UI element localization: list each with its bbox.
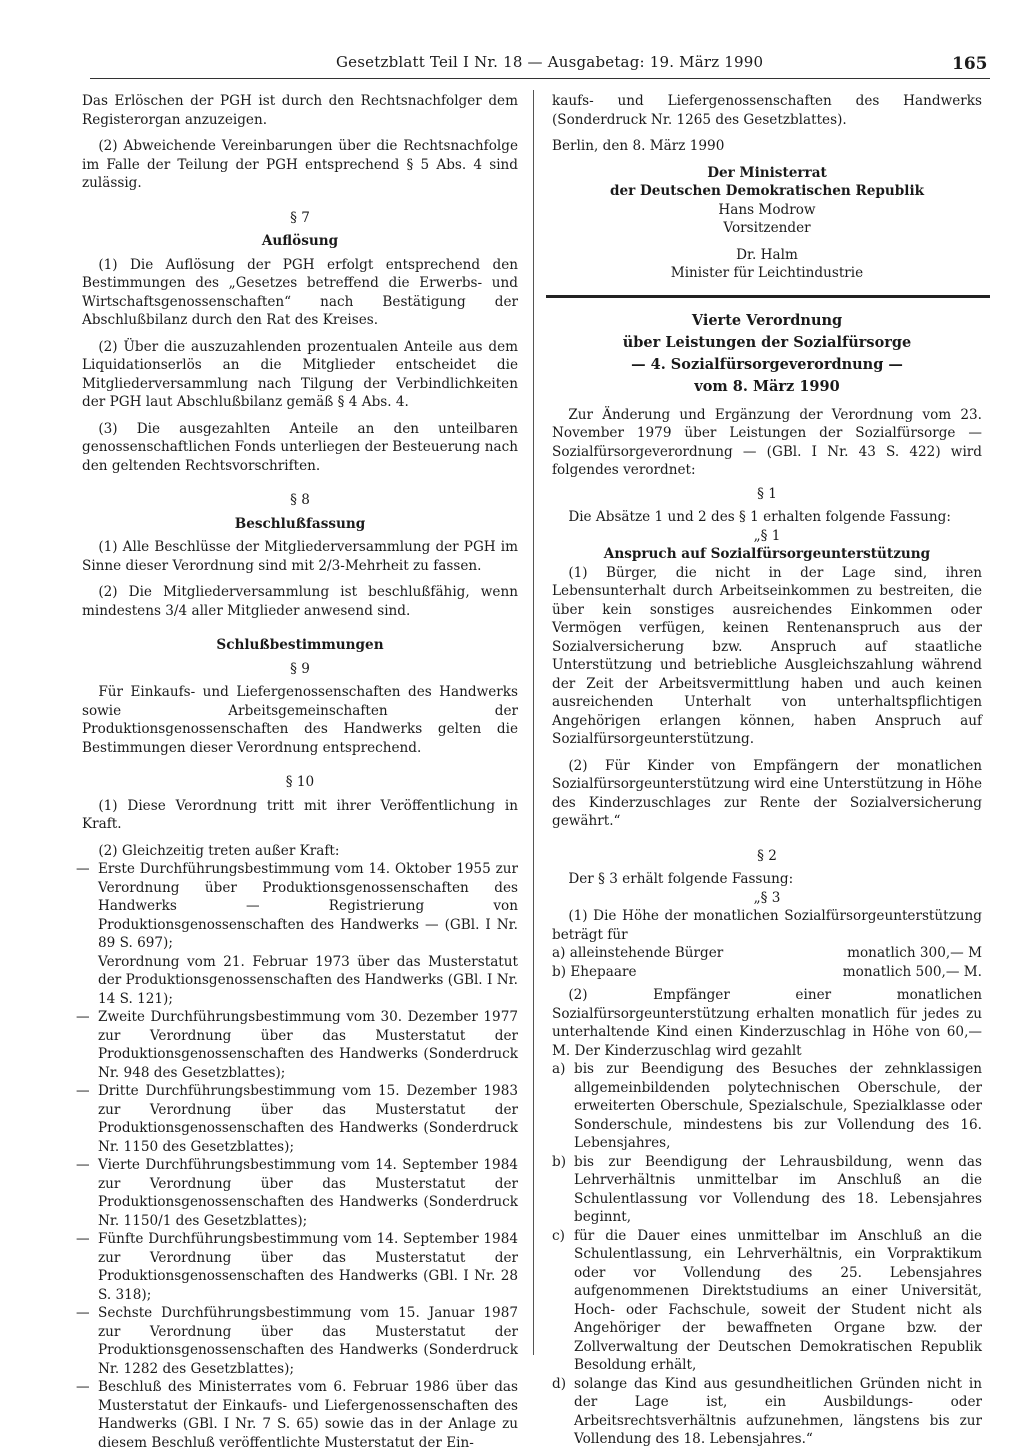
amount-value: monatlich 500,— M. (842, 963, 982, 980)
right-column (552, 92, 982, 1449)
paragraph-abweichend: (2) Abweichende Vereinbarungen über die Rechtsnachfolge im Falle der Teilung der PGH entsprechend § 5 Abs. 4 sind zulässig. (82, 138, 518, 191)
section-7-para-1: (1) Die Auflösung der PGH erfolgt entsprechend den Bestimmungen des „Gesetzes betreffend die Erwerbs- und Wirtschaftsgenossenschaften“ nach Bestätigung der Abschlußbilanz durch den Rat des Kreises. (82, 256, 518, 328)
repeal-item: — Vierte Durchführungsbestimmung vom 14. September 1984 zur Verordnung über das Musterstatut der Produktionsgenossenschaften des Handwerks (Sonderdruck Nr. 1150/1 des Gesetzblattes); (76, 1157, 518, 1229)
signatory-name-1: Hans Modrow (718, 201, 816, 218)
amount-label: b) Ehepaare (552, 963, 637, 980)
list-item: d) solange das Kind aus gesundheitlichen Gründen nicht in der Lage ist, ein Ausbildungs- oder Arbeitsrechtsverhältnis aufzunehmen, längstens bis zur Vollendung des 18. Lebensjahres.“ (552, 1375, 982, 1447)
section-7-number: § 7 (290, 209, 310, 226)
repeal-item: — Sechste Durchführungsbestimmung vom 15. Januar 1987 zur Verordnung über das Musterstatut der Produktionsgenossenschaften des Handwerks (Sonderdruck Nr. 1282 des Gesetzblattes); (76, 1305, 518, 1377)
section-10-para-1: (1) Diese Verordnung tritt mit ihrer Veröffentlichung in Kraft. (82, 797, 518, 832)
paragraph-erloeschen: Das Erlöschen der PGH ist durch den Rechtsnachfolger dem Registerorgan anzuzeigen. (82, 93, 518, 128)
quoted-section-1-number: „§ 1 (753, 527, 781, 544)
signatory-name-2: Dr. Halm (736, 246, 798, 263)
amount-row (552, 963, 982, 982)
section-7-para-3: (3) Die ausgezahlten Anteile an den unteilbaren genossenschaftlichen Fonds unterliegen der Besteuerung nach den geltenden Rechtsvorschriften. (82, 420, 518, 474)
ordinance-date: vom 8. März 1990 (694, 377, 840, 395)
column-divider (533, 90, 534, 1355)
quoted-section-1-title: Anspruch auf Sozialfürsorgeunterstützung (603, 546, 931, 562)
section-9-number: § 9 (290, 660, 310, 677)
place-date: Berlin, den 8. März 1990 (552, 138, 725, 154)
list-item: a) bis zur Beendigung des Besuches der zehnklassigen allgemeinbildenden polytechnischen Oberschule, der erweiterten Oberschule, Spezialschule, Spezialklasse oder Sonderschule, mindestens bis zur Vollendung des 16. Lebensjahres, (552, 1061, 982, 1151)
quoted-section-1-para-2: (2) Für Kinder von Empfängern der monatlichen Sozialfürsorgeunterstützung wird eine Unterstützung in Höhe des Kinderzuschlages zur Rente der Sozialversicherung gewährt.“ (552, 757, 982, 829)
signatory-role-1: Vorsitzender (723, 220, 811, 236)
list-item: b) bis zur Beendigung der Lehrausbildung, wenn das Lehrverhältnis unmittelbar im Anschluß an die Schulentlassung vor Vollendung des 18. Lebensjahres beginnt, (552, 1153, 982, 1225)
section-7-title: Auflösung (261, 233, 339, 249)
left-column (76, 92, 518, 1452)
section-8-title: Beschlußfassung (234, 515, 366, 532)
ordinance-intro: Zur Änderung und Ergänzung der Verordnung vom 23. November 1979 über Leistungen der Sozialfürsorge — Sozialfürsorgeverordnung — (GBl. I Nr. 43 S. 422) wird folgendes verordnet: (552, 406, 982, 478)
section-9-para: Für Einkaufs- und Liefergenossenschaften des Handwerks sowie Arbeitsgemeinschaften der Produktionsgenossenschaften des Handwerks gelten die Bestimmungen dieser Verordnung entsprechend. (82, 684, 518, 756)
paragraph-continuation: kaufs- und Liefergenossenschaften des Handwerks (Sonderdruck Nr. 1265 des Gesetzblattes). (552, 93, 982, 128)
repeal-item: — Zweite Durchführungsbestimmung vom 30. Dezember 1977 zur Verordnung über das Musterstatut der Produktionsgenossenschaften des Handwerks (Sonderdruck Nr. 948 des Gesetzblattes); (76, 1009, 518, 1081)
quoted-section-1-para-1: (1) Bürger, die nicht in der Lage sind, ihren Lebensunterhalt durch Arbeitseinkommen zu bestreiten, die über kein sonstiges ausreichendes Einkommen oder Vermögen verfügen, keinen Rentenanspruch aus der Sozialversicherung bzw. Anspruch auf staatliche Unterstützung und betriebliche Ausgleichszahlung während der Zeit der Arbeitsvermittlung haben und auch keinen ausreichenden Unterhalt von unterhaltspflichtigen Angehörigen erlangen können, haben Anspruch auf Sozialfürsorgeunterstützung. (552, 564, 982, 747)
header-rule (90, 78, 990, 79)
signatory-body-line-2: der Deutschen Demokratischen Republik (609, 183, 925, 199)
signatory-body-line-1: Der Ministerrat (707, 164, 827, 181)
section-8-para-2: (2) Die Mitgliederversammlung ist beschlußfähig, wenn mindestens 3/4 aller Mitglieder anwesend sind. (82, 584, 518, 619)
quoted-section-3-para-1: (1) Die Höhe der monatlichen Sozialfürsorgeunterstützung beträgt für (552, 908, 982, 943)
section-separator-rule (546, 295, 990, 298)
repeal-item: Verordnung vom 21. Februar 1973 über das Musterstatut der Produktionsgenossenschaften des Handwerks (GBl. I Nr. 14 S. 121); (98, 953, 518, 1007)
signatory-role-2: Minister für Leichtindustrie (670, 265, 864, 281)
repeal-item: — Erste Durchführungsbestimmung vom 14. Oktober 1955 zur Verordnung über Produktionsgenossenschaften des Handwerks — Registrierung von Produktionsgenossenschaften des Handwerks — (GBl. I Nr. 89 S. 697); (76, 861, 518, 951)
repeal-item: — Beschluß des Ministerrates vom 6. Februar 1986 über das Musterstatut der Einkaufs- und Liefergenossenschaften des Handwerks (GBl. I Nr. 7 S. 65) sowie das in der Anlage zu diesem Beschluß veröffentlichte Musterstatut der Ein- (76, 1379, 518, 1451)
ordinance-title-1: Vierte Verordnung (691, 311, 843, 329)
quoted-section-3-para-2: (2) Empfänger einer monatlichen Sozialfürsorgeunterstützung erhalten monatlich für jedes zu unterhaltende Kind einen Kinderzuschlag in Höhe von 60,— M. Der Kinderzuschlag wird gezahlt (552, 987, 982, 1059)
section-10-para-2: (2) Gleichzeitig treten außer Kraft: (98, 842, 340, 859)
page-header (90, 53, 990, 77)
repeal-item: — Fünfte Durchführungsbestimmung vom 14. September 1984 zur Verordnung über das Musterstatut der Produktionsgenossenschaften des Handwerks (GBl. I Nr. 28 S. 318); (76, 1231, 518, 1303)
amount-value: monatlich 300,— M (847, 945, 982, 961)
section-1-number: § 1 (757, 485, 777, 502)
section-8-para-1: (1) Alle Beschlüsse der Mitgliederversammlung der PGH im Sinne dieser Verordnung sind mit 2/3-Mehrheit zu fassen. (82, 539, 518, 574)
section-2-para: Der § 3 erhält folgende Fassung: (568, 871, 794, 887)
amount-label: a) alleinstehende Bürger (552, 945, 724, 961)
list-item: c) für die Dauer eines unmittelbar im Anschluß an die Schulentlassung, ein Lehrverhältnis, ein Vorpraktikum oder vor Vollendung des 25. Lebensjahres aufgenommenen Direktstudiums an einer Universität, Hoch- oder Fachschule, soweit der Student nicht als Angehöriger der bewaffneten Organe bzw. der Zollverwaltung der Deutschen Demokratischen Republik Besoldung erhält, (552, 1227, 982, 1373)
quoted-section-3-number: „§ 3 (753, 889, 781, 906)
section-10-number: § 10 (285, 774, 315, 790)
ordinance-title-3: — 4. Sozialfürsorgeverordnung — (631, 355, 903, 373)
section-8-number: § 8 (290, 492, 310, 508)
ordinance-title-2: über Leistungen der Sozialfürsorge (622, 333, 912, 351)
section-2-number: § 2 (757, 847, 777, 864)
schlussbestimmungen-title: Schlußbestimmungen (216, 637, 384, 653)
section-7-para-2: (2) Über die auszuzahlenden prozentualen Anteile aus dem Liquidationserlös an die Mitglieder entscheidet die Mitgliederversammlung nach Tilgung der Verbindlichkeiten der PGH laut Abschlußbilanz gemäß § 4 Abs. 4. (82, 338, 518, 410)
repeal-item: — Dritte Durchführungsbestimmung vom 15. Dezember 1983 zur Verordnung über das Musterstatut der Produktionsgenossenschaften des Handwerks (Sonderdruck Nr. 1150 des Gesetzblattes); (76, 1083, 518, 1155)
section-1-para: Die Absätze 1 und 2 des § 1 erhalten folgende Fassung: (568, 509, 951, 525)
running-title: Gesetzblatt Teil I Nr. 18 — Ausgabetag: 19. März 1990 (336, 53, 764, 71)
page-number: 165 (952, 54, 988, 74)
amount-row (552, 944, 982, 963)
